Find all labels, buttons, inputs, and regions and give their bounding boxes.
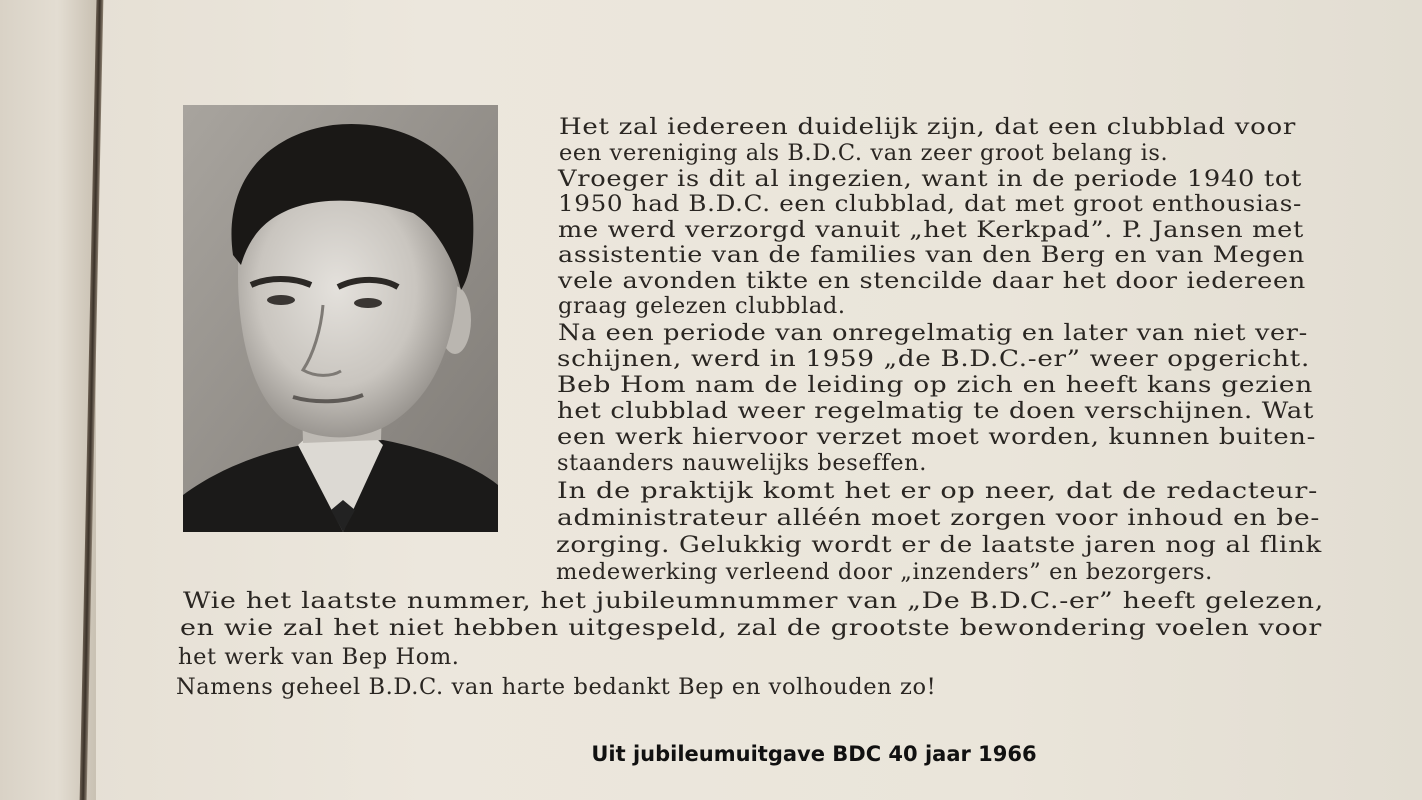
article-line: Na een periode van onregelmatig en later van niet ver- xyxy=(558,320,1308,346)
article-line: staanders nauwelijks beseffen. xyxy=(557,450,927,476)
article-line: In de praktijk komt het er op neer, dat de redacteur- xyxy=(557,478,1318,504)
article-line: medewerking verleend door „inzenders” en bezorgers. xyxy=(556,559,1213,585)
article-line: een werk hiervoor verzet moet worden, kunnen buiten- xyxy=(557,424,1316,450)
article-line: vele avonden tikte en stencilde daar het door iedereen xyxy=(558,268,1306,294)
article-line: Wie het laatste nummer, het jubileumnummer van „De B.D.C.-er” heeft gelezen, xyxy=(183,588,1324,614)
article-line: 1950 had B.D.C. een clubblad, dat met groot enthousias- xyxy=(558,191,1303,217)
article-line: het werk van Bep Hom. xyxy=(178,644,460,670)
article-line: Namens geheel B.D.C. van harte bedankt Bep en volhouden zo! xyxy=(176,674,937,700)
article-line: het clubblad weer regelmatig te doen verschijnen. Wat xyxy=(557,398,1315,424)
caption: Uit jubileumuitgave BDC 40 jaar 1966 xyxy=(591,742,1037,766)
article-line: graag gelezen clubblad. xyxy=(558,293,846,319)
article-line: Het zal iedereen duidelijk zijn, dat een clubblad voor xyxy=(559,114,1296,140)
article-line: assistentie van de families van den Berg en van Megen xyxy=(558,242,1305,268)
article-line: en wie zal het niet hebben uitgespeld, zal de grootste bewondering voelen voor xyxy=(180,615,1323,641)
top-ornament xyxy=(1098,0,1288,6)
article-line: zorging. Gelukkig wordt er de laatste jaren nog al flink xyxy=(556,532,1323,558)
article-line: me werd verzorgd vanuit „het Kerkpad”. P. Jansen met xyxy=(558,217,1304,243)
article-line: Beb Hom nam de leiding op zich en heeft kans gezien xyxy=(557,372,1313,398)
article-line: schijnen, werd in 1959 „de B.D.C.-er” weer opgericht. xyxy=(557,346,1310,372)
article-line: Vroeger is dit al ingezien, want in de periode 1940 tot xyxy=(558,166,1303,192)
article-line: een vereniging als B.D.C. van zeer groot belang is. xyxy=(559,140,1169,166)
portrait-photo xyxy=(183,105,498,532)
article-line: administrateur alléén moet zorgen voor inhoud en be- xyxy=(557,505,1321,531)
